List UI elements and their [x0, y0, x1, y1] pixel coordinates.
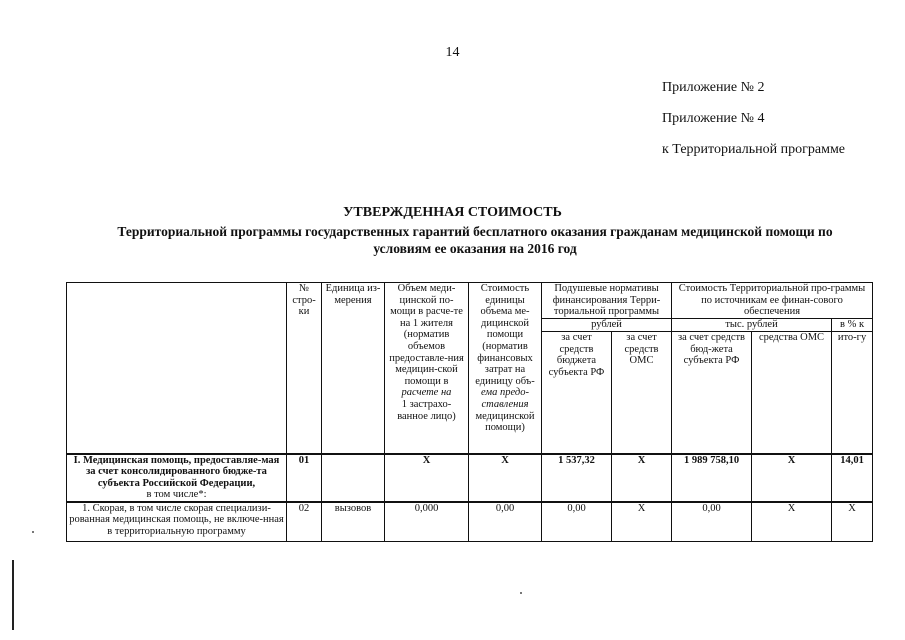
annex-line-2: Приложение № 4: [662, 111, 765, 126]
header-pc-oms: за счет средств ОМС: [612, 332, 672, 454]
row-cost: 0,00: [469, 502, 542, 542]
document-subtitle: [60, 223, 890, 257]
scan-speck: [520, 592, 522, 594]
header-thous-rub: тыс. рублей: [672, 319, 832, 332]
header-unit: Единица из-мерения: [322, 283, 385, 454]
row-name-tail: в том числе*:: [146, 489, 207, 501]
row-volume: 0,000: [385, 502, 469, 542]
header-volume-main: Объем меди-цинской по-мощи в расче-те на 1 жителя (норматив объемов предоставле-ния медицин-ской помощи в: [389, 283, 464, 387]
annex-line-3: к Территориальной программе: [662, 142, 846, 157]
header-percapita: Подушевые нормативы финансирования Терри-ториальной программы: [542, 283, 672, 319]
row-pc-oms: X: [612, 502, 672, 542]
subtitle-line-1: Территориальной программы государственных гарантий бесплатного оказания гражданам медицинской помощи по: [117, 224, 833, 239]
document-title: УТВЕРЖДЕННАЯ СТОИМОСТЬ: [343, 205, 562, 220]
annex-line-1: Приложение № 2: [662, 80, 765, 95]
row-percent: 14,01: [832, 454, 873, 502]
header-percent-total: ито-гу: [832, 332, 873, 454]
header-volume: [385, 283, 469, 454]
row-unit: вызовов: [322, 502, 385, 542]
row-no: 02: [287, 502, 322, 542]
header-unit-cost: [469, 283, 542, 454]
header-volume-italic: расчете на: [401, 387, 452, 399]
header-name-cell: [67, 283, 287, 454]
row-name: [67, 454, 287, 502]
subtitle-line-2: условиям ее оказания на 2016 год: [373, 241, 577, 256]
row-volume: X: [385, 454, 469, 502]
header-tc-oms: средства ОМС: [752, 332, 832, 454]
table-row: [67, 502, 873, 542]
row-no: 01: [287, 454, 322, 502]
row-name-main: I. Медицинская помощь, предоставляе-мая за счет консолидированного бюдже-та субъекта Российской Федерации,: [73, 454, 280, 489]
row-pc-budget: 0,00: [542, 502, 612, 542]
page-number: 14: [445, 45, 460, 60]
header-cost-italic: ема предо-ставления: [481, 387, 529, 410]
header-pc-budget: за счет средств бюджета субъекта РФ: [542, 332, 612, 454]
header-row-no: № стро-ки: [287, 283, 322, 454]
header-cost-main: Стоимость единицы объема ме-дицинской помощи (норматив финансовых затрат на единицу объ-: [475, 283, 535, 387]
row-cost: X: [469, 454, 542, 502]
row-pc-budget: 1 537,32: [542, 454, 612, 502]
header-cost-tail: медицинской помощи): [475, 410, 535, 434]
row-unit: [322, 454, 385, 502]
cost-table: [66, 282, 873, 542]
table-row: [67, 454, 873, 502]
header-rub: рублей: [542, 319, 672, 332]
header-tc-budget: за счет средств бюд-жета субъекта РФ: [672, 332, 752, 454]
scan-speck: [32, 531, 34, 533]
header-percent: в % к: [832, 319, 873, 332]
header-volume-tail: 1 застрахо-ванное лицо): [397, 398, 456, 422]
row-tc-oms: X: [752, 454, 832, 502]
header-row-1: [67, 283, 873, 319]
row-tc-budget: 1 989 758,10: [672, 454, 752, 502]
scan-edge-line: [12, 560, 14, 630]
row-tc-oms: X: [752, 502, 832, 542]
row-tc-budget: 0,00: [672, 502, 752, 542]
header-total-cost: Стоимость Территориальной про-граммы по источникам ее финан-сового обеспечения: [672, 283, 873, 319]
row-pc-oms: X: [612, 454, 672, 502]
row-name: 1. Скорая, в том числе скорая специализи-рованная медицинская помощь, не включе-нная в территориальную программу: [67, 502, 287, 542]
row-percent: X: [832, 502, 873, 542]
